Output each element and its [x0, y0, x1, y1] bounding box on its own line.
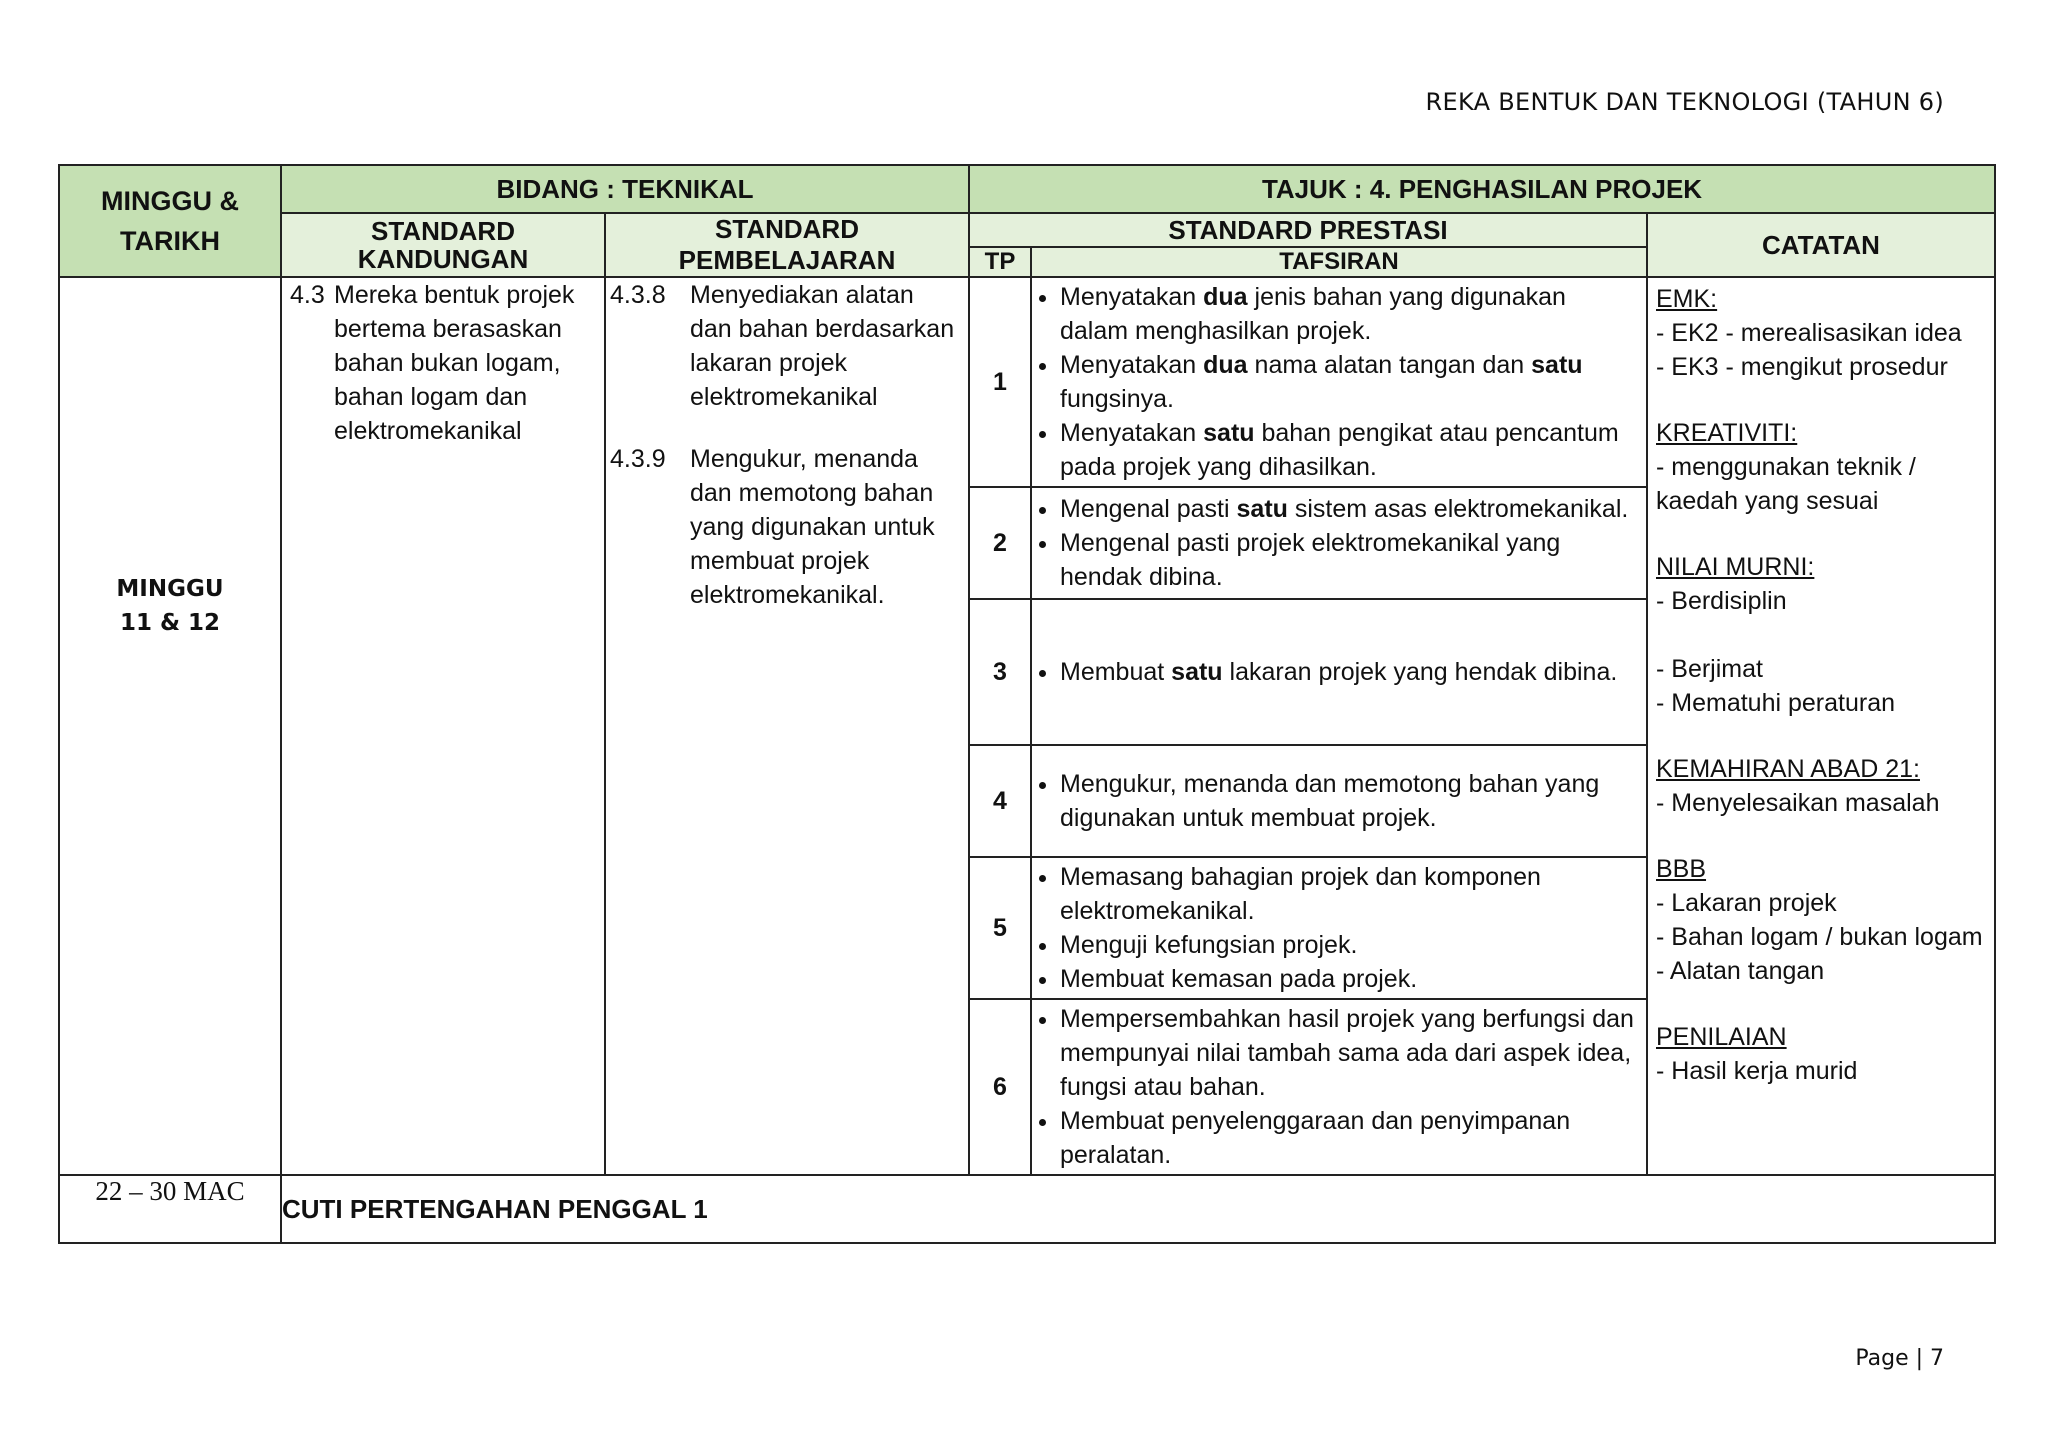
header-sk-line: KANDUNGAN — [357, 244, 529, 274]
catatan-line: - Berjimat — [1656, 655, 1763, 683]
catatan-line: - Mematuhi peraturan — [1656, 689, 1896, 717]
page-number: Page | 7 — [1855, 1346, 1944, 1371]
tafsiran-item: • Mengukur, menanda dan memotong bahan yang digunakan untuk membuat projek. — [1060, 767, 1640, 835]
catatan-line: - Lakaran projek — [1656, 889, 1837, 917]
header-tajuk: TAJUK : 4. PENGHASILAN PROJEK — [969, 165, 1995, 213]
catatan-section — [1656, 550, 1986, 720]
header-standard-pembelajaran: STANDARD PEMBELAJARAN — [605, 213, 969, 277]
catatan-title: EMK: — [1656, 285, 1718, 313]
header-sk-line: STANDARD — [371, 216, 515, 246]
catatan-line: - Bahan logam / bukan logam — [1656, 923, 1983, 951]
header-bidang: BIDANG : TEKNIKAL — [281, 165, 969, 213]
tafsiran-item: • Mengenal pasti projek elektromekanikal yang hendak dibina. — [1060, 526, 1640, 594]
tafsiran-cell — [1031, 487, 1647, 599]
tafsiran-item: • Menguji kefungsian projek. — [1060, 928, 1640, 962]
tafsiran-cell — [1031, 999, 1647, 1175]
catatan-title: PENILAIAN — [1656, 1023, 1787, 1051]
catatan-line: - Hasil kerja murid — [1656, 1057, 1858, 1085]
tp-level: 6 — [969, 999, 1031, 1175]
catatan-section — [1656, 852, 1986, 988]
standard-kandungan-cell — [281, 277, 605, 1175]
tafsiran-emphasis: satu — [1171, 658, 1223, 686]
header-catatan: CATATAN — [1647, 213, 1995, 277]
tafsiran-cell — [1031, 857, 1647, 999]
tafsiran-item: • Memasang bahagian projek dan komponen elektromekanikal. — [1060, 860, 1640, 928]
lesson-plan-table — [58, 164, 1996, 1244]
tafsiran-emphasis: satu — [1531, 351, 1583, 379]
sp-text: Mengukur, menanda dan memotong bahan yang digunakan untuk membuat projek elektromekanikal. — [690, 445, 935, 609]
sp-item — [606, 278, 968, 414]
catatan-line: - Berdisiplin — [1656, 587, 1787, 615]
sp-code: 4.3.8 — [610, 281, 666, 309]
sp-text: Menyediakan alatan dan bahan berdasarkan lakaran projek elektromekanikal — [690, 281, 955, 411]
catatan-line: - EK2 - merealisasikan idea — [1656, 319, 1962, 347]
sp-code: 4.3.9 — [610, 445, 666, 473]
tp-level: 3 — [969, 599, 1031, 745]
tafsiran-emphasis: satu — [1236, 495, 1288, 523]
tafsiran-item: • Membuat satu lakaran projek yang hendak dibina. — [1060, 655, 1640, 689]
sp-item — [606, 442, 968, 612]
prestasi-row — [59, 277, 1995, 487]
catatan-line: - menggunakan teknik / kaedah yang sesuai — [1656, 453, 1916, 515]
tafsiran-item: • Menyatakan satu bahan pengikat atau pencantum pada projek yang dihasilkan. — [1060, 416, 1640, 484]
catatan-title: NILAI MURNI: — [1656, 553, 1815, 581]
tafsiran-emphasis: dua — [1203, 283, 1248, 311]
tafsiran-cell — [1031, 599, 1647, 745]
tafsiran-item: • Membuat kemasan pada projek. — [1060, 962, 1640, 996]
tafsiran-cell — [1031, 277, 1647, 487]
catatan-line — [1656, 618, 1986, 652]
tafsiran-item: • Menyatakan dua jenis bahan yang digunakan dalam menghasilkan projek. — [1060, 280, 1640, 348]
header-tarikh-line: TARIKH — [120, 226, 220, 256]
catatan-title: BBB — [1656, 855, 1707, 883]
minggu-cell — [59, 277, 281, 1175]
cuti-date: 22 – 30 MAC — [59, 1175, 281, 1243]
header-minggu-tarikh — [59, 165, 281, 277]
minggu-label: MINGGU — [116, 576, 224, 602]
minggu-value: 11 & 12 — [119, 610, 221, 636]
standard-pembelajaran-cell — [605, 277, 969, 1175]
catatan-line: - EK3 - mengikut prosedur — [1656, 353, 1948, 381]
header-tp: TP — [969, 247, 1031, 277]
tafsiran-cell — [1031, 745, 1647, 857]
catatan-section — [1656, 752, 1986, 820]
tafsiran-item: • Membuat penyelenggaraan dan penyimpanan peralatan. — [1060, 1104, 1640, 1172]
catatan-title: KREATIVITI: — [1656, 419, 1798, 447]
catatan-section — [1656, 416, 1986, 518]
catatan-section — [1656, 282, 1986, 384]
catatan-line: - Alatan tangan — [1656, 957, 1825, 985]
tafsiran-emphasis: dua — [1203, 351, 1248, 379]
header-tafsiran: TAFSIRAN — [1031, 247, 1647, 277]
tafsiran-emphasis: satu — [1203, 419, 1255, 447]
sk-text: Mereka bentuk projek bertema berasaskan bahan bukan logam, bahan logam dan elektromekanikal — [334, 281, 575, 445]
header-minggu-line: MINGGU & — [101, 186, 239, 216]
tp-level: 4 — [969, 745, 1031, 857]
document-header: REKA BENTUK DAN TEKNOLOGI (TAHUN 6) — [1425, 88, 1944, 116]
tp-level: 1 — [969, 277, 1031, 487]
header-standard-kandungan — [281, 213, 605, 277]
tp-level: 2 — [969, 487, 1031, 599]
catatan-cell — [1647, 277, 1995, 1175]
tp-level: 5 — [969, 857, 1031, 999]
tafsiran-item: • Menyatakan dua nama alatan tangan dan satu fungsinya. — [1060, 348, 1640, 416]
cuti-label: CUTI PERTENGAHAN PENGGAL 1 — [281, 1175, 1995, 1243]
tafsiran-item: • Mempersembahkan hasil projek yang berfungsi dan mempunyai nilai tambah sama ada dari aspek idea, fungsi atau bahan. — [1060, 1002, 1640, 1104]
catatan-line: - Menyelesaikan masalah — [1656, 789, 1940, 817]
catatan-title: KEMAHIRAN ABAD 21: — [1656, 755, 1920, 783]
header-standard-prestasi: STANDARD PRESTASI — [969, 213, 1647, 247]
catatan-section — [1656, 1020, 1986, 1088]
sk-code: 4.3 — [290, 281, 325, 309]
tafsiran-item: • Mengenal pasti satu sistem asas elektromekanikal. — [1060, 492, 1640, 526]
